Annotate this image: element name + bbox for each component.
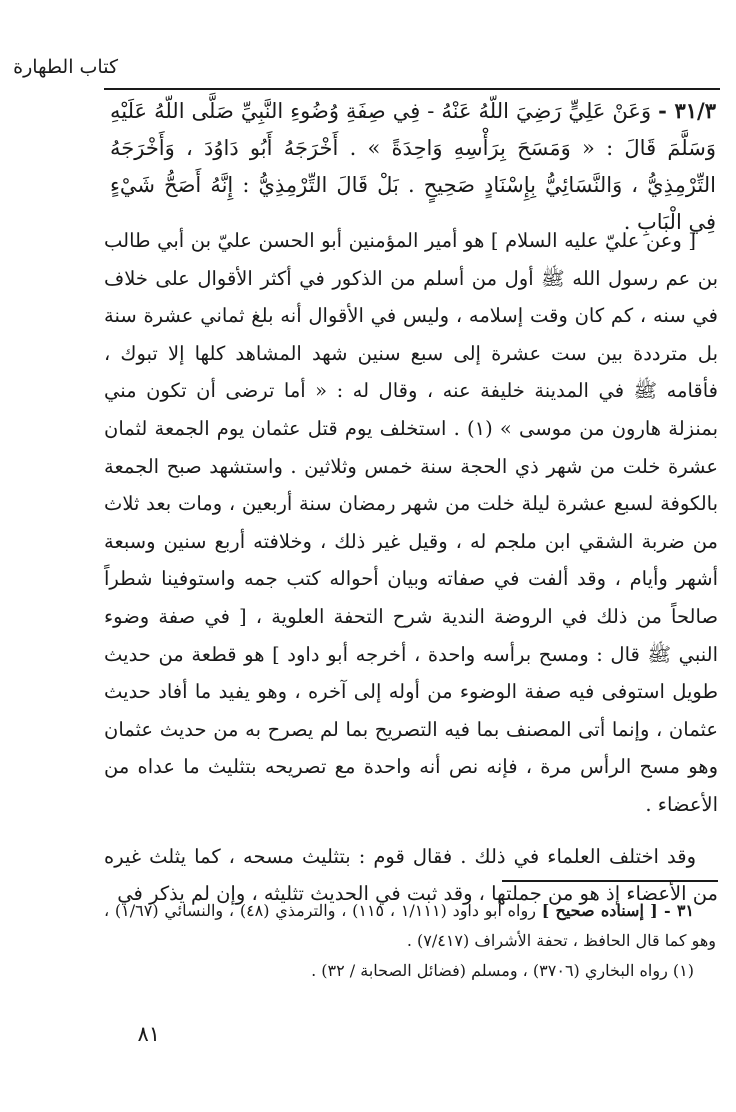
header-rule: [104, 88, 720, 90]
footnotes: [104, 896, 716, 986]
commentary-paragraph-1: [ وعن عليّ عليه السلام ] هو أمير المؤمنين أبو الحسن عليّ بن أبي طالب بن عم رسول الله ﷺ أول من أسلم من الذكور في أكثر الأقوال على خلاف في سنه ، كم كان وقت إسلامه ، وليس في الأقوال أنه بلغ ثماني عشرة سنة بل مترددة بين ست عشرة إلى سبع سنين شهد المشاهد كلها إلا تبوك ، فأقامه ﷺ في المدينة خليفة عنه ، وقال له : « أما ترضى أن تكون مني بمنزلة هارون من موسى » (١) . استخلف يوم قتل عثمان يوم الجمعة لثمان عشرة خلت من شهر ذي الحجة سنة خمس وثلاثين . واستشهد صبح الجمعة بالكوفة لسبع عشرة ليلة خلت من شهر رمضان سنة أربعين ، ومات بعد ثلاث من ضربة الشقي ابن ملجم له ، وقيل غير ذلك ، وخلافته أربع سنين وسبعة أشهر وأيام ، وقد ألفت في صفاته وبيان أحواله كتب جمه واستوفينا شطراً صالحاً من ذلك في الروضة الندية شرح التحفة العلوية ، [ في صفة وضوء النبي ﷺ قال : ومسح برأسه واحدة ، أخرجه أبو داود ] هو قطعة من حديث طويل استوفى فيه صفة الوضوء من أوله إلى آخره ، وهو يفيد ما أفاد حديث عثمان ، وإنما أتى المصنف بما فيه التصريح بما لم يصرح به من حديث عثمان وهو مسح الرأس مرة ، فإنه نص أنه واحدة مع تصريحه بتثليث ما عداه من الأعضاء .: [104, 229, 719, 816]
footnote-31-tag: ٣١ - [ إسناده صحيح ]: [541, 901, 695, 920]
hadith-text: وَعَنْ عَلِيٍّ رَضِيَ اللّهُ عَنْهُ - فِي صِفَةِ وُضُوءِ النَّبِيِّ صَلَّى اللّهُ عَلَيْهِ وَسَلَّمَ قَالَ : « وَمَسَحَ بِرَأْسِهِ وَاحِدَةً » . أَخْرَجَهُ أَبُو دَاوُدَ ، وَأَخْرَجَهُ التِّرْمِذِيُّ ، وَالنَّسَائِيُّ بِإِسْنَادٍ صَحِيحٍ . بَلْ قَالَ التِّرْمِذِيُّ : إِنَّهُ أَصَحُّ شَيْءٍ فِي الْبَابِ .: [110, 99, 716, 234]
page-number: ٨١: [137, 1022, 160, 1046]
footnote-31: [104, 896, 716, 956]
hadith-block: [110, 92, 716, 241]
footnote-rule: [502, 880, 718, 882]
running-head: كتاب الطهارة: [13, 56, 118, 78]
footnote-1: (١) رواه البخاري (٣٧٠٦) ، ومسلم (فضائل الصحابة / ٣٢) .: [311, 961, 694, 980]
footnote-31-text: رواه أبو داود (١/١١١ ، ١١٥) ، والترمذي (٤٨) ، والنسائي (١/٦٧) ، وهو كما قال الحافظ ، تحفة الأشراف (٧/٤١٧) .: [104, 901, 716, 950]
commentary: [104, 222, 718, 913]
hadith-number: ٣١/٣ -: [658, 98, 716, 123]
commentary-paragraph-2: وقد اختلف العلماء في ذلك . فقال قوم : بتثليث مسحه ، كما يثلث غيره من الأعضاء إذ هو من جملتها ، وقد ثبت في الحديث تثليثه ، وإن لم يذكر في: [104, 844, 718, 906]
